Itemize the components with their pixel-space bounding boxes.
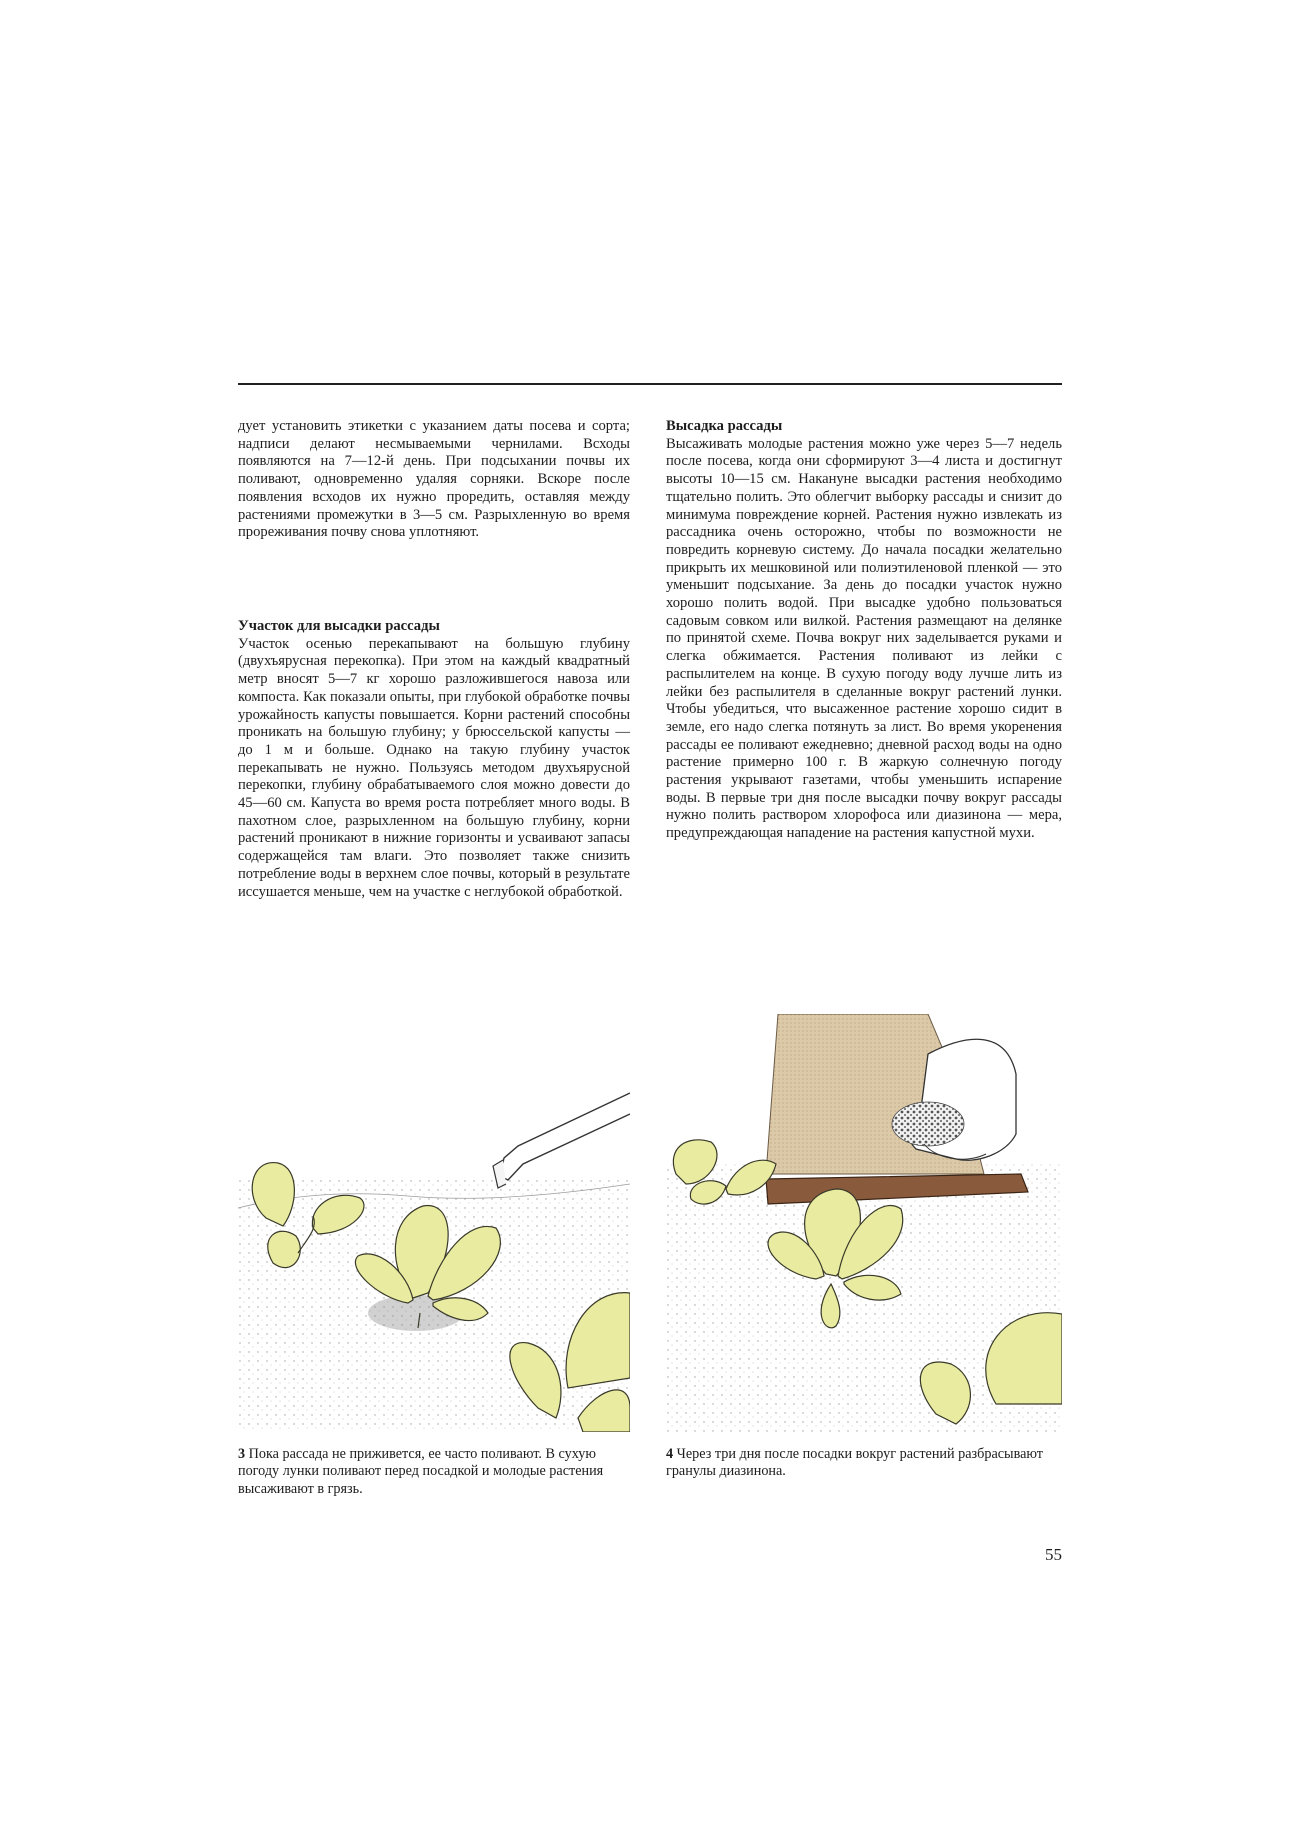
figure-3-caption <box>238 1446 630 1498</box>
watering-seedlings-drawing <box>238 1088 630 1432</box>
section-paragraph-plot: Участок осенью перекапывают на большую глубину (двухъярусная перекопка). При этом на каждый квадратный метр вносят 5—7 кг хорошо разложившегося навоза или компоста. Как показали опыты, при глубокой обработке почвы урожайность капусты повышается. Корни растений способны проникать на большую глубину; у брюссельской капусты — до 1 м и больше. Однако на такую глубину участок перекапывать не нужно. Пользуясь методом двухъярусной перекопки, глубину обрабатываемого слоя можно довести до 45—60 см. Капуста во время роста потребляет много воды. В пахотном слое, разрыхленном на большую глубину, корни растений проникают в нижние горизонты и усваивают запасы содержащейся там влаги. Это позволяет также снизить потребление воды в верхнем слое почвы, который в результате иссушается меньше, чем на участке с неглубокой обработкой. <box>238 635 630 900</box>
section-heading-plot: Участок для высадки рассады <box>238 618 440 634</box>
section-heading-transplant: Высадка рассады <box>666 418 783 434</box>
figure-3-number: 3 <box>238 1446 249 1462</box>
header-rule <box>238 383 1062 385</box>
left-column-intro <box>238 418 630 542</box>
left-column-section <box>238 618 630 901</box>
figure-3-caption-text: Пока рассада не приживется, ее часто поливают. В сухую погоду лунки поливают перед посадкой и молодые растения высаживают в грязь. <box>238 1446 604 1497</box>
figure-4-caption-text: Через три дня после посадки вокруг растений разбрасывают гранулы диазинона. <box>666 1446 1044 1480</box>
intro-paragraph: дует установить этикетки с указанием даты посева и сорта; надписи делают несмываемыми чернилами. Всходы появляются на 7—12-й день. При подсыхании почвы их поливают, одновременно удаляя сорняки. Вскоре после появления всходов их нужно проредить, оставляя между растениями промежутки в 3—5 см. Разрыхленную во время прореживания почву снова уплотняют. <box>238 418 630 541</box>
section-paragraph-transplant: Высаживать молодые растения можно уже через 5—7 недель после посева, когда они сформируют 3—4 листа и достигнут высоты 10—15 см. Накануне высадки растения необходимо тщательно полить. Это облегчит выборку рассады и снизит до минимума повреждение корней. Растения нужно извлекать из рассадника очень осторожно, чтобы по возможности не повредить корневую систему. До начала посадки желательно прикрыть их мешковиной или полиэтиленовой пленкой — это уменьшит подсыхание. За день до посадки участок нужно хорошо полить водой. При высадке удобно пользоваться садовым совком или вилкой. Растения размещают на делянке по принятой схеме. Почва вокруг них заделывается руками и слегка обжимается. Растения поливают из лейки с распылителем на конце. В сухую погоду воду лучше лить из лейки без распылителя в сделанные вокруг растений лунки. Чтобы убедиться, что высаженное растение хорошо сидит в земле, его надо слегка потянуть за лист. Во время укоренения рассады ее поливают ежедневно; дневной расход воды на одно растение примерно 100 г. В жаркую солнечную погоду растения укрывают газетами, чтобы уменьшить испарение воды. В первые три дня после высадки почву вокруг рассады нужно полить раствором хлорофоса или диазинона — мера, предупреждающая нападение на растения капустной мухи. <box>666 435 1062 842</box>
figure-4-number: 4 <box>666 1446 677 1462</box>
granules-scattering-drawing <box>666 1014 1062 1432</box>
figure-4-granules-illustration <box>666 1014 1062 1432</box>
right-column-section <box>666 418 1062 843</box>
figure-4-caption <box>666 1446 1062 1481</box>
page-number: 55 <box>1045 1545 1062 1564</box>
figure-3-watering-illustration <box>238 1088 630 1432</box>
